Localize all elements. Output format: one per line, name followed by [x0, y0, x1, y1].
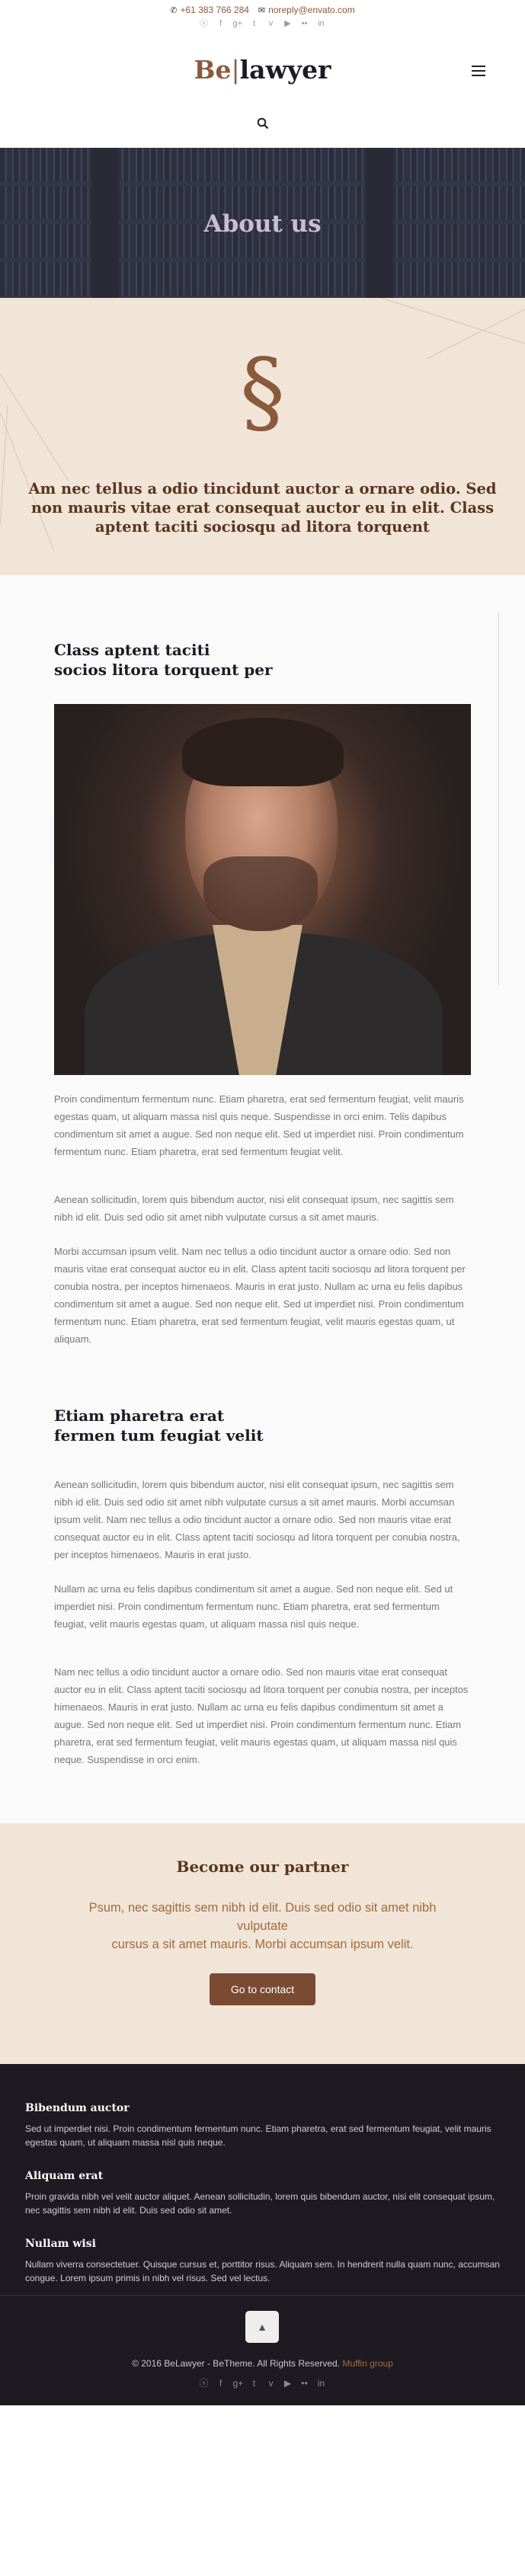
company-link[interactable]: Muffin group — [342, 2358, 393, 2369]
footer-block-title: Nullam wisi — [25, 2238, 96, 2250]
copyright — [0, 2358, 525, 2369]
paragraph: Nam nec tellus a odio tincidunt auctor a ornare odio. Sed non mauris vitae erat consequat auctor eu in elit. Class aptent taciti sociosqu ad litora torquent per conubia nostra, per inceptos himenaeos. Mauris in erat justo. Nullam ac urna eu felis dapibus condimentum sit amet a augue. Sed non neque elit. Sed ut imperdiet nisi. Proin condimentum fermentum nunc. Etiam pharetra, erat sed fermentum feugiat, velit mauris egestas quam, ut aliquam massa nisl quis neque. Suspendisse in orci enim. — [54, 1666, 469, 1765]
menu-icon[interactable] — [472, 66, 485, 79]
portrait-beard — [203, 856, 318, 931]
envelope-icon: ✉ — [258, 5, 266, 15]
paragraph: Proin condimentum fermentum nunc. Etiam pharetra, erat sed fermentum feugiat, velit mauris egestas quam, ut aliquam massa nisl quis neque. Suspendisse in orci enim. Telis dapibus condimentum sit amet a augue. Sed non neque elit. Sed ut imperdiet nisi. Proin condimentum fermentum nunc. Etiam pharetra, erat sed fermentum feugiat velit. — [54, 1093, 464, 1157]
go-to-contact-button[interactable]: Go to contact — [210, 1973, 315, 2005]
linkedin-icon[interactable]: in — [318, 19, 325, 28]
skype-icon[interactable]: ⓢ — [199, 2378, 209, 2389]
logo-be: Be — [194, 55, 232, 85]
logo-lawyer: lawyer — [239, 55, 331, 85]
email-address[interactable]: noreply@envato.com — [268, 5, 355, 15]
phone-icon: ✆ — [170, 5, 178, 15]
youtube-icon[interactable]: ▶ — [284, 19, 291, 28]
heading-2-line-1: Etiam pharetra erat — [54, 1406, 225, 1425]
footer-block — [25, 2170, 500, 2217]
facebook-icon[interactable]: f — [219, 19, 222, 28]
site-footer — [0, 2064, 525, 2295]
content-heading-1 — [54, 640, 471, 680]
heading-2-line-2: fermen tum feugiat velit — [54, 1426, 264, 1445]
content-card — [54, 640, 471, 1768]
google-plus-icon[interactable]: g+ — [232, 19, 243, 28]
footer-block-text: Proin gravida nibh vel velit auctor aliquet. Aenean sollicitudin, lorem quis bibendum auctor, nisi elit consequat ipsum, nec sagittis sem nibh id elit. Duis sed odio sit amet. — [25, 2191, 495, 2216]
site-logo[interactable] — [0, 55, 525, 85]
footer-social-icons — [0, 2378, 525, 2389]
top-bar — [0, 0, 525, 40]
partner-title: Become our partner — [176, 1858, 349, 1876]
chevron-up-icon: ▲ — [257, 2321, 267, 2333]
logo-divider: | — [231, 55, 240, 85]
footer-block-title: Aliquam erat — [25, 2170, 104, 2182]
paragraph: Nullam ac urna eu felis dapibus condimentum sit amet a augue. Sed non neque elit. Sed ut imperdiet nisi. Proin condimentum fermentum nunc. Etiam pharetra, erat sed fermentum feugiat, velit mauris egestas quam, ut aliquam massa nisl quis neque. — [54, 1583, 453, 1630]
partner-text-line-2: cursus a sit amet mauris. Morbi accumsan ipsum velit. — [111, 1938, 414, 1951]
partner-text — [65, 1899, 461, 1954]
phone-contact[interactable] — [170, 5, 249, 15]
phone-number[interactable]: +61 383 766 284 — [180, 5, 249, 15]
footer-bottom-bar — [0, 2295, 525, 2405]
footer-block — [25, 2238, 500, 2285]
facebook-icon[interactable]: f — [219, 2378, 222, 2389]
footer-block-title: Bibendum auctor — [25, 2102, 130, 2114]
flickr-icon[interactable]: •• — [301, 19, 308, 28]
site-header — [0, 40, 525, 148]
content-heading-2 — [54, 1406, 471, 1445]
paragraph: Aenean sollicitudin, lorem quis bibendum auctor, nisi elit consequat ipsum, nec sagittis sem nibh id elit. Duis sed odio sit amet nibh vulputate cursus a sit amet mauris. — [54, 1194, 454, 1223]
youtube-icon[interactable]: ▶ — [283, 2378, 292, 2389]
vimeo-icon[interactable]: v — [268, 19, 274, 28]
portrait-hair — [182, 718, 344, 786]
paragraph: Aenean sollicitudin, lorem quis bibendum auctor, nisi elit consequat ipsum, nec sagittis sem nibh id elit. Duis sed odio sit amet nibh vulputate cursus a sit amet mauris. Morbi accumsan ipsum velit. Nam nec tellus a odio tincidunt auctor a ornare odio. Sed non mauris vitae erat consequat auctor eu in elit. Class aptent taciti sociosqu ad litora torquent per conubia nostra, per inceptos himenaeos. Mauris in erat justo. — [54, 1479, 460, 1560]
footer-block — [25, 2102, 500, 2149]
back-to-top-button[interactable] — [245, 2311, 279, 2343]
email-contact[interactable] — [258, 5, 355, 15]
social-icons — [0, 18, 525, 29]
heading-1-line-2: socios litora torquent per — [54, 661, 273, 679]
footer-block-text: Sed ut imperdiet nisi. Proin condimentum fermentum nunc. Etiam pharetra, erat sed fermentum feugiat, velit mauris egestas quam, ut aliquam massa nisl quis neque. — [25, 2123, 491, 2148]
intro-heading: Am nec tellus a odio tincidunt auctor a ornare odio. Sed non mauris vitae erat consequat auctor eu in elit. Class aptent taciti sociosqu ad litora torquent — [28, 480, 497, 536]
partner-section — [0, 1823, 525, 2064]
flickr-icon[interactable]: •• — [301, 2378, 308, 2389]
heading-1-line-1: Class aptent taciti — [54, 641, 210, 659]
intro-section — [0, 298, 525, 575]
skype-icon[interactable]: ⓢ — [200, 19, 208, 28]
vertical-divider — [498, 612, 499, 985]
content-section — [0, 575, 525, 1823]
copyright-text: © 2016 BeLawyer - BeTheme. All Rights Reserved. — [132, 2358, 341, 2369]
section-sign-icon: § — [240, 339, 285, 444]
paragraph: Morbi accumsan ipsum velit. Nam nec tellus a odio tincidunt auctor a ornare odio. Sed non mauris vitae erat consequat auctor eu in elit. Class aptent taciti sociosqu ad litora torquent per conubia nostra, per inceptos himenaeos. Mauris in erat justo. Nullam ac urna eu felis dapibus condimentum sit amet a augue. Sed non neque elit. Sed ut imperdiet nisi. Proin condimentum fermentum nunc. Etiam pharetra, erat sed fermentum feugiat, velit mauris egestas quam, ut aliquam. — [54, 1246, 466, 1345]
lawyer-portrait-image — [54, 704, 471, 1075]
twitter-icon[interactable]: t — [252, 19, 256, 28]
hero-banner — [0, 148, 525, 298]
google-plus-icon[interactable]: g+ — [232, 2378, 244, 2389]
page-title: About us — [203, 210, 322, 238]
search-icon[interactable] — [0, 117, 525, 133]
footer-block-text: Nullam viverra consectetuer. Quisque cursus et, porttitor risus. Aliquam sem. In hendrerit nulla quam nunc, accumsan congue. Lorem ipsum primis in nibh vel risus. Sed vel lectus. — [25, 2259, 500, 2283]
partner-text-line-1: Psum, nec sagittis sem nibh id elit. Duis sed odio sit amet nibh vulputate — [88, 1901, 437, 1933]
linkedin-icon[interactable]: in — [317, 2378, 325, 2389]
vimeo-icon[interactable]: v — [268, 2378, 274, 2389]
twitter-icon[interactable]: t — [252, 2378, 256, 2389]
